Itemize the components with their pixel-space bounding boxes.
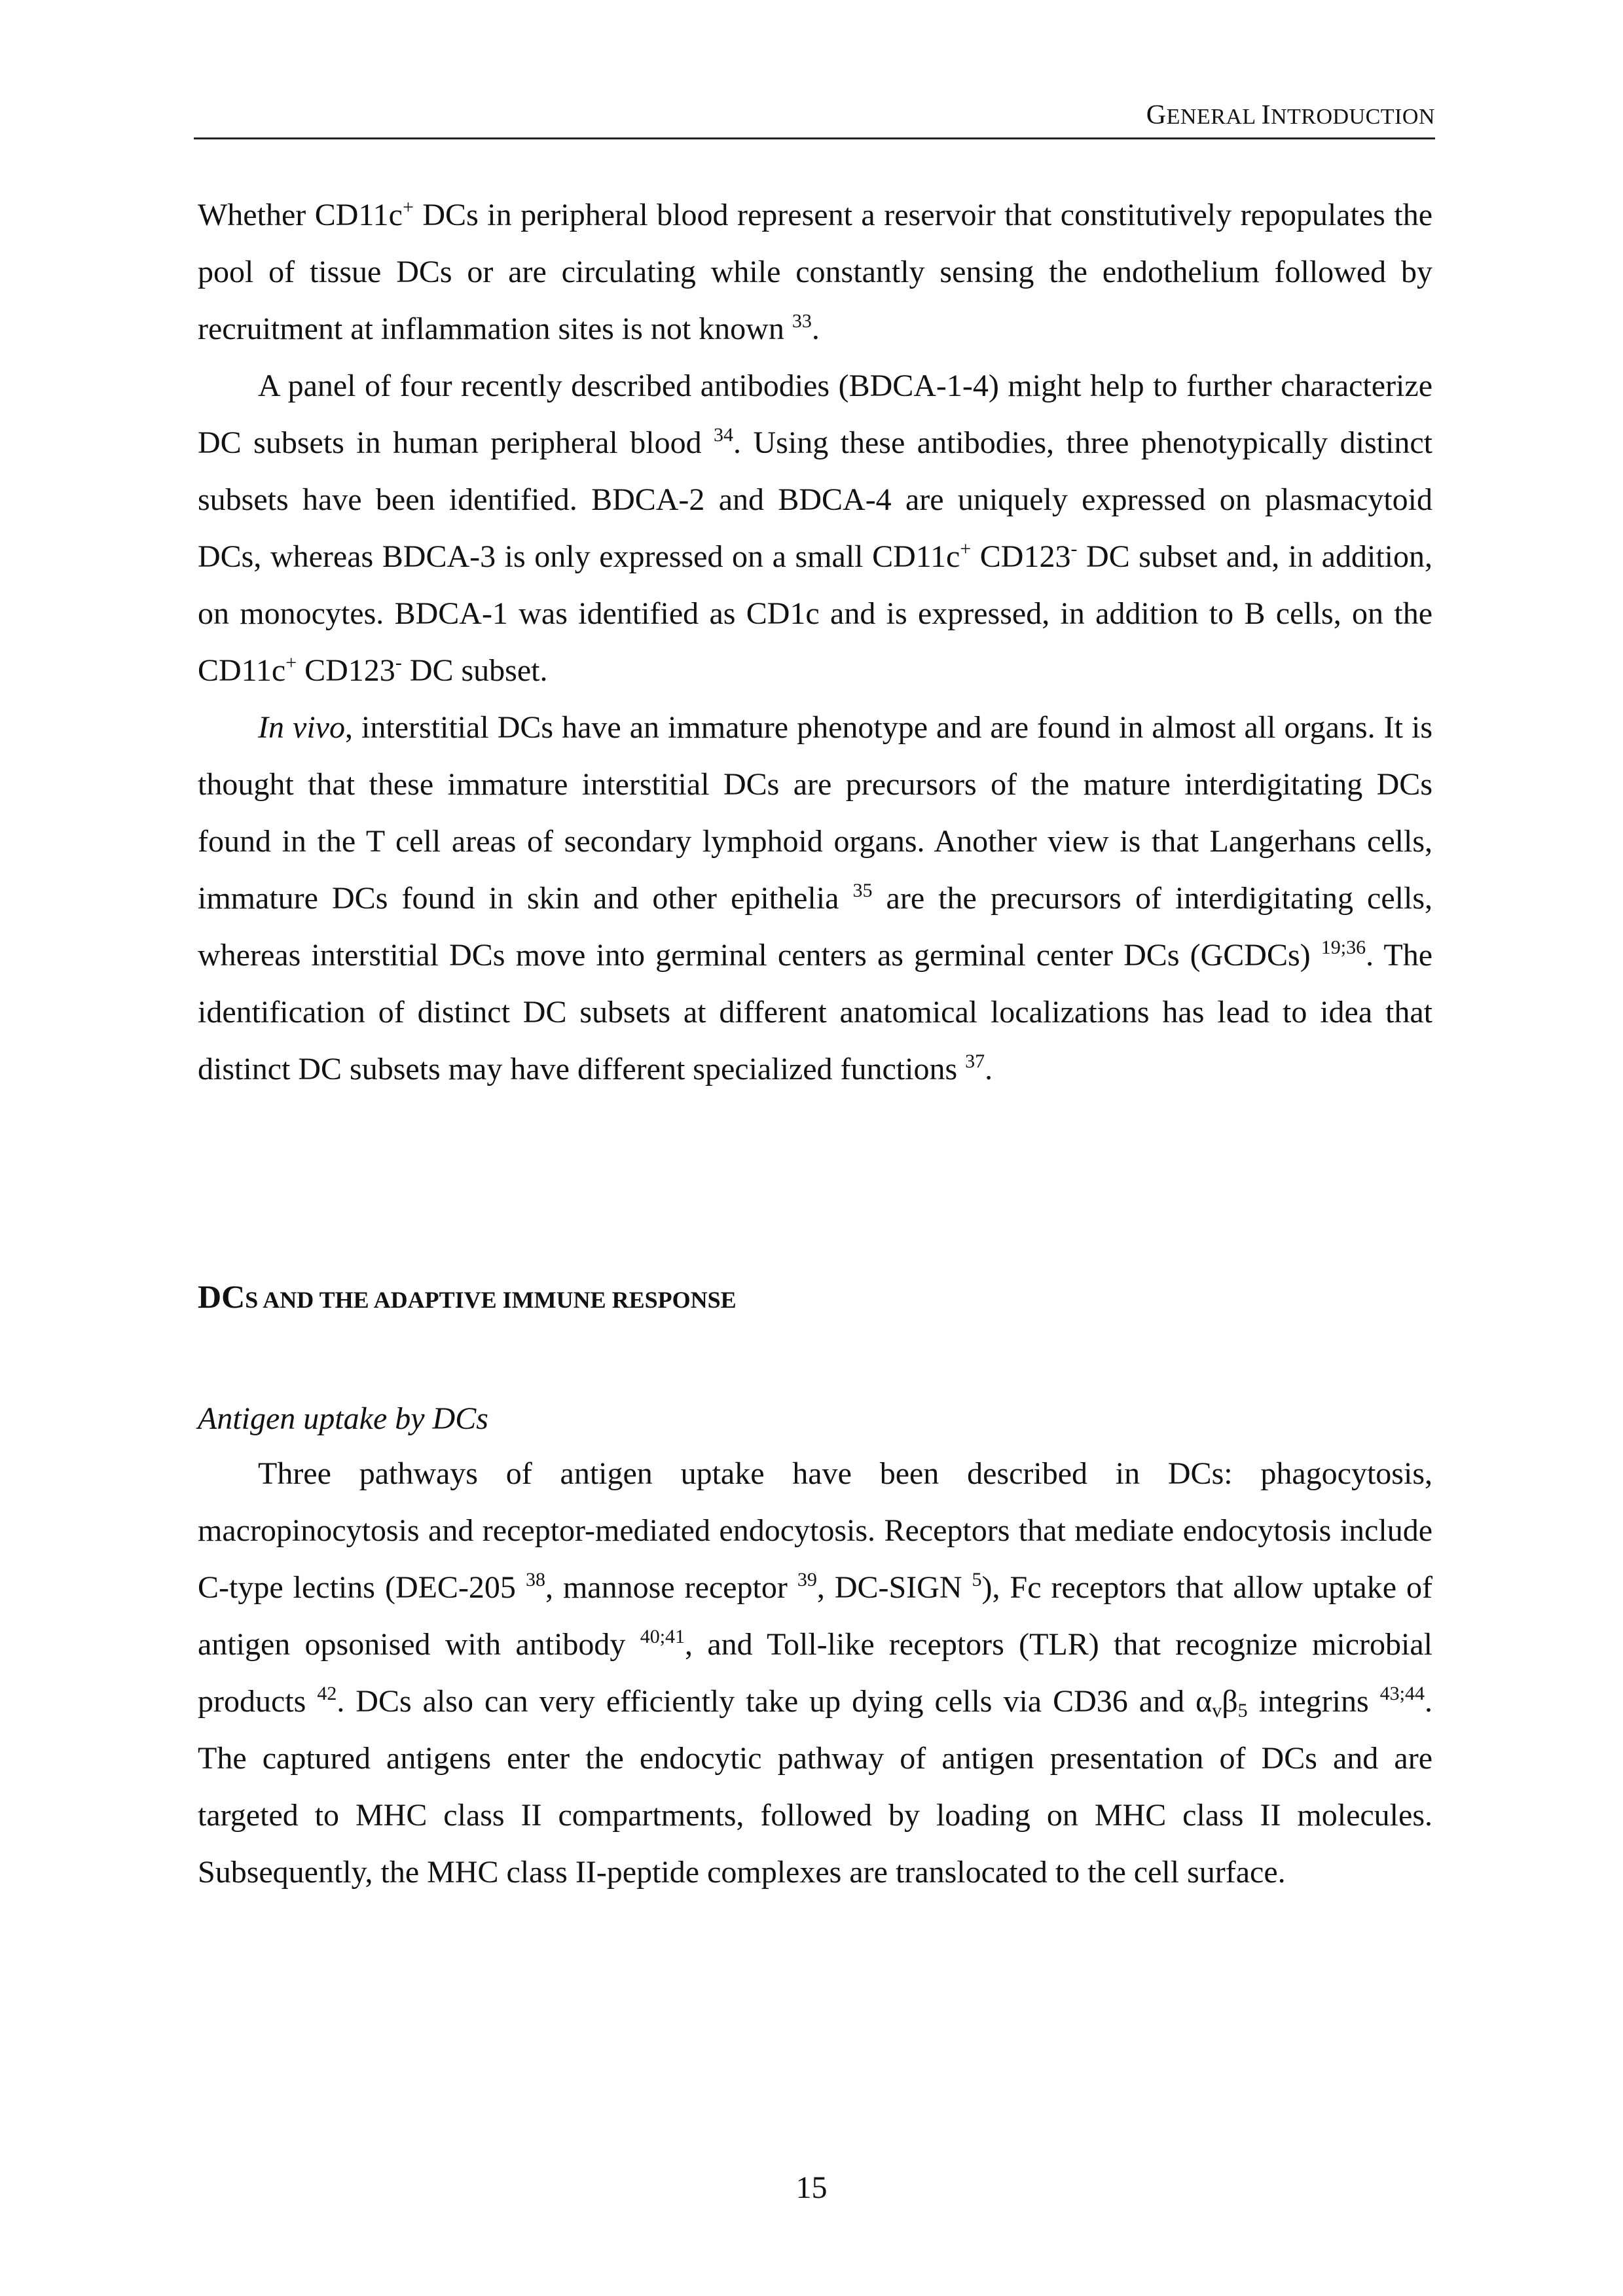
section-heading: DCS AND THE ADAPTIVE IMMUNE RESPONSE [198,1278,737,1315]
running-header [194,98,1435,139]
paragraph-3: In vivo, interstitial DCs have an immature phenotype and are found in almost all organs. It is thought that these immature interstitial DCs are precursors of the mature interdigitating DCs found in the T cell areas of secondary lymphoid organs. Another view is that Langerhans cells, immature DCs found in skin and other epithelia $^{35}$ are the precursors of interdigitating cells, whereas interstitial DCs move into germinal centers as germinal center DCs (GCDCs) $^{19;36}$. The identification of distinct DC subsets at different anatomical localizations has lead to idea that distinct DC subsets may have different specialized functions $^{37}$. [198,710,1433,1086]
paragraph-1: Whether CD11c+ DCs in peripheral blood represent a reservoir that constitutively repopulates the pool of tissue DCs or are circulating while constantly sensing the endothelium followed by recruitment at inflammation sites is not known $^{33}$. [198,196,1432,346]
paragraph-4: Three pathways of antigen uptake have been described in DCs: phagocytosis, macropinocytosis and receptor-mediated endocytosis. Receptors that mediate endocytosis include C-type lectins (DEC-205 $^{38}$, mannose receptor $^{39}$, DC-SIGN $^5$), Fc receptors that allow uptake of antigen opsonised with antibody $^{40;41}$, and Toll-like receptors (TLR) that recognize microbial products $^{42}$. DCs also can very efficiently take up dying cells via CD36 and $\alpha_v\beta_5$ integrins $^{43;44}$. The captured antigens enter the endocytic pathway of antigen presentation of DCs and are targeted to MHC class II compartments, followed by loading on MHC class II molecules. Subsequently, the MHC class II-peptide complexes are translocated to the cell surface. [198,1456,1433,1890]
running-header-title: GENERAL INTRODUCTION [1146,100,1435,130]
body-text-block-2 [198,1445,1432,1901]
subsection-heading: Antigen uptake by DCs [198,1401,488,1436]
page-number: 15 [795,2170,828,2205]
body-text-block-1 [198,187,1432,1098]
paragraph-2: A panel of four recently described antibodies (BDCA-1-4) might help to further characterize DC subsets in human peripheral blood $^{34}$. Using these antibodies, three phenotypically distinct subsets have been identified. BDCA-2 and BDCA-4 are uniquely expressed on plasmacytoid DCs, whereas BDCA-3 is only expressed on a small CD11c+ CD123- DC subset and, in addition, on monocytes. BDCA-1 was identified as CD1c and is expressed, in addition to B cells, on the CD11c+ CD123- DC subset. [198,368,1432,688]
